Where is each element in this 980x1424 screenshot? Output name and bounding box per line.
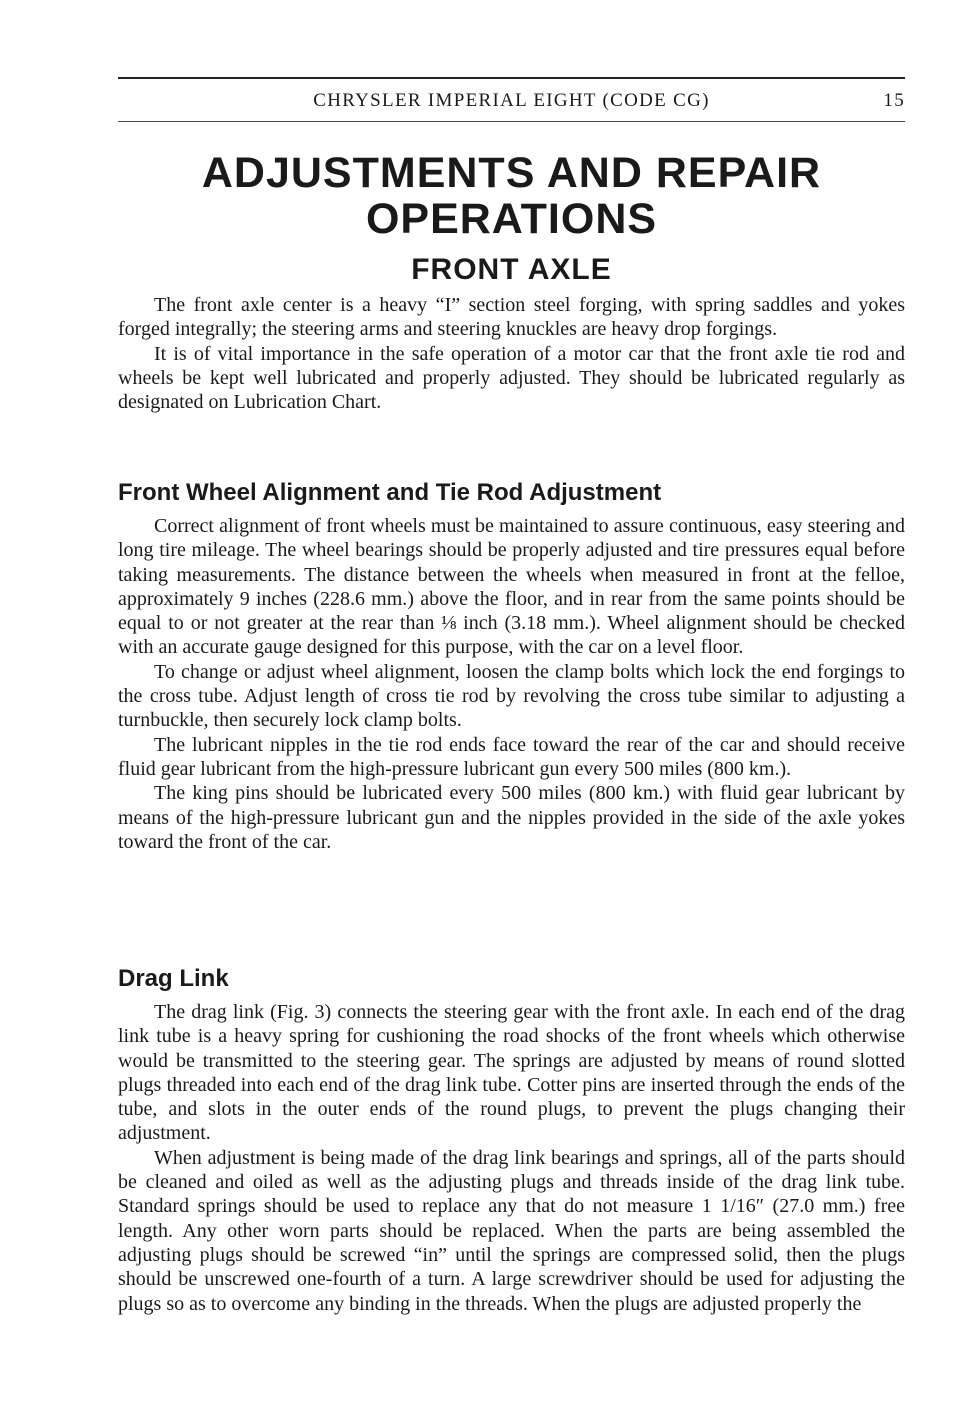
paragraph: When adjustment is being made of the drag link bearings and springs, all of the parts should be cleaned and oiled as well as the adjusting plugs and threads inside of the drag link tube. Standard springs should be used to replace any that do not measure 1 1/16″ (27.0 mm.) free length. Any other worn parts should be replaced. When the parts are being assembled the adjusting plugs should be screwed “in” until the springs are compressed solid, then the plugs should be unscrewed one-fourth of a turn. A large screwdriver should be used for adjusting the plugs so as to overcome any binding in the threads. When the plugs are adjusted properly the	[118, 1146, 905, 1315]
section-title-front-axle: FRONT AXLE	[411, 253, 612, 286]
running-header-title: CHRYSLER IMPERIAL EIGHT (CODE CG)	[313, 90, 710, 111]
wheel-alignment-text	[118, 514, 905, 854]
paragraph: The king pins should be lubricated every 500 miles (800 km.) with fluid gear lubricant by means of the high-pressure lubricant gun and the nipples provided in the side of the axle yokes toward the front of the car.	[118, 782, 905, 853]
drag-link-text	[118, 1000, 905, 1316]
running-header	[118, 90, 905, 116]
header-rule-top	[118, 77, 905, 79]
heading-drag-link: Drag Link	[118, 965, 229, 992]
paragraph: To change or adjust wheel alignment, loosen the clamp bolts which lock the end forgings to the cross tube. Adjust length of cross tie rod by revolving the cross tube similar to adjusting a turnbuckle, then securely lock clamp bolts.	[118, 660, 905, 732]
header-rule-bottom	[118, 121, 905, 122]
paragraph: It is of vital importance in the safe operation of a motor car that the front axle tie rod and wheels be kept well lubricated and properly adjusted. They should be lubricated regularly as designated on Lubrication Chart.	[118, 342, 905, 414]
paragraph: The lubricant nipples in the tie rod ends face toward the rear of the car and should receive fluid gear lubricant from the high-pressure lubricant gun every 500 miles (800 km.).	[118, 733, 905, 780]
paragraph: The front axle center is a heavy “I” section steel forging, with spring saddles and yokes forged integrally; the steering arms and steering knuckles are heavy drop forgings.	[118, 294, 905, 341]
heading-wheel-alignment: Front Wheel Alignment and Tie Rod Adjustment	[118, 479, 662, 506]
page-title: ADJUSTMENTS AND REPAIR OPERATIONS	[201, 149, 822, 243]
page-number: 15	[883, 90, 905, 111]
paragraph: The drag link (Fig. 3) connects the steering gear with the front axle. In each end of the drag link tube is a heavy spring for cushioning the road shocks of the front wheels which otherwise would be transmitted to the steering gear. The springs are adjusted by means of round slotted plugs threaded into each end of the drag link tube. Cotter pins are inserted through the ends of the tube, and slots in the outer ends of the round plugs, to prevent the plugs changing their adjustment.	[118, 1001, 905, 1145]
paragraph: Correct alignment of front wheels must be maintained to assure continuous, easy steering and long tire mileage. The wheel bearings should be properly adjusted and tire pressures equal before taking measurements. The distance between the wheels when measured in front at the felloe, approximately 9 inches (228.6 mm.) above the floor, and in rear from the same points should be equal to or not greater at the rear than ⅛ inch (3.18 mm.). Wheel alignment should be checked with an accurate gauge designed for this purpose, with the car on a level floor.	[118, 515, 905, 659]
intro-text	[118, 293, 905, 414]
